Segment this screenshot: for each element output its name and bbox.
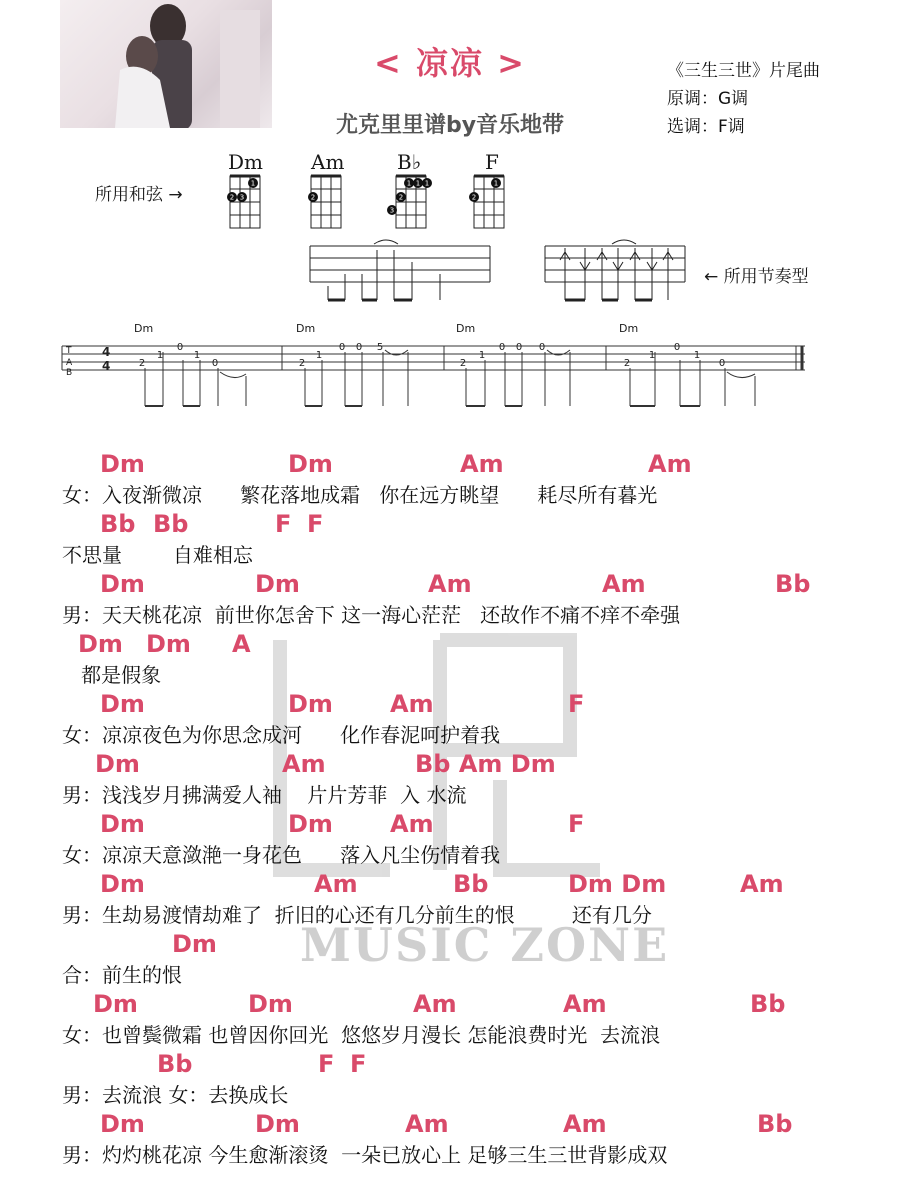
chord-symbol: Bb: [100, 510, 136, 538]
chord-symbol: Am: [390, 690, 434, 718]
chord-symbol: Dm: [255, 1110, 300, 1138]
chord-diagrams: [0, 0, 900, 240]
chord-name-dm: Dm: [228, 150, 263, 174]
svg-text:3: 3: [389, 206, 395, 215]
chords-used-label: 所用和弦 →: [95, 185, 183, 205]
chord-row: [0, 570, 900, 600]
chord-symbol: F: [275, 510, 292, 538]
chord-symbol: Dm: [146, 630, 191, 658]
chord-name-bb: B♭: [397, 150, 422, 174]
chord-symbol: Dm: [172, 930, 217, 958]
song-title: < 凉凉 >: [374, 44, 526, 82]
svg-text:0: 0: [538, 342, 546, 353]
chord-symbol: Dm: [93, 990, 138, 1018]
chord-symbol: Bb: [757, 1110, 793, 1138]
chord-symbol: Dm: [100, 450, 145, 478]
svg-text:2: 2: [623, 358, 631, 369]
svg-text:2: 2: [298, 358, 306, 369]
chord-symbol: F: [568, 810, 585, 838]
svg-text:1: 1: [156, 350, 164, 361]
chord-symbol: Am: [314, 870, 358, 898]
svg-text:0: 0: [498, 342, 506, 353]
lyric-line: 男：去流浪 女：去换成长: [62, 1083, 289, 1107]
chord-symbol: Dm: [255, 570, 300, 598]
lyric-line: 男：灼灼桃花凉 今生愈渐滚烫 一朵已放心上 足够三生三世背影成双: [62, 1143, 668, 1167]
chord-symbol: Dm: [78, 630, 123, 658]
time-sig-bottom: 4: [102, 359, 111, 373]
lyric-line: 女：入夜渐微凉 繁花落地成霜 你在远方眺望 耗尽所有暮光: [62, 483, 658, 507]
chord-symbol: Am: [282, 750, 326, 778]
chord-row: [0, 870, 900, 900]
song-source: 《三生三世》片尾曲: [667, 61, 820, 81]
chord-symbol: Bb: [775, 570, 811, 598]
chord-symbol: F: [568, 690, 585, 718]
svg-text:0: 0: [355, 342, 363, 353]
tab-a: A: [66, 358, 73, 368]
svg-text:0: 0: [176, 342, 184, 353]
lyric-line: 男：天天桃花凉 前世你怎舍下 这一海心茫茫 还故作不痛不痒不牵强: [62, 603, 681, 627]
svg-text:2: 2: [138, 358, 146, 369]
chord-row: [0, 630, 900, 660]
svg-text:1: 1: [424, 179, 430, 188]
svg-text:1: 1: [493, 179, 499, 188]
chord-symbol: F: [350, 1050, 367, 1078]
chord-row: [0, 1110, 900, 1140]
lyric-line: 女：凉凉夜色为你思念成河 化作春泥呵护着我: [62, 723, 501, 747]
svg-text:0: 0: [718, 358, 726, 369]
chord-row: [0, 930, 900, 960]
chord-symbol: Dm: [100, 570, 145, 598]
svg-text:0: 0: [673, 342, 681, 353]
chord-symbol: Bb: [750, 990, 786, 1018]
chord-symbol: Am: [602, 570, 646, 598]
chord-symbol: Dm: [248, 990, 293, 1018]
svg-text:0: 0: [211, 358, 219, 369]
lyric-line: 不思量 自难相忘: [62, 543, 253, 567]
chord-symbol: Dm: [100, 690, 145, 718]
svg-text:2: 2: [471, 193, 477, 202]
tab-b: B: [66, 368, 73, 378]
svg-text:0: 0: [338, 342, 346, 353]
chord-symbol: Am: [648, 450, 692, 478]
chord-symbol: Am: [428, 570, 472, 598]
chord-row: [0, 1050, 900, 1080]
chord-symbol: Dm: [95, 750, 140, 778]
chord-row: [0, 450, 900, 480]
chord-symbol: Bb: [153, 510, 189, 538]
chord-symbol: Am: [413, 990, 457, 1018]
svg-text:3: 3: [239, 193, 245, 202]
tab-staff: [0, 338, 900, 418]
chord-symbol: Dm: [288, 690, 333, 718]
tab-chord-1: Dm: [134, 322, 154, 335]
rhythm-label: ← 所用节奏型: [704, 267, 809, 287]
chord-symbol: Dm: [288, 810, 333, 838]
chord-name-am: Am: [311, 150, 345, 174]
time-sig-top: 4: [102, 345, 111, 359]
chord-symbol: Am: [563, 1110, 607, 1138]
arranger-credit: 尤克里里谱by音乐地带: [335, 113, 565, 138]
lyric-line: 男：生劫易渡情劫难了 折旧的心还有几分前生的恨 还有几分: [62, 903, 652, 927]
chord-symbol: Am: [563, 990, 607, 1018]
tab-chord-4: Dm: [619, 322, 639, 335]
selected-key: 选调：F调: [667, 117, 745, 137]
tab-t: T: [66, 346, 72, 356]
svg-text:2: 2: [229, 193, 235, 202]
original-key: 原调：G调: [667, 89, 749, 109]
tab-chord-3: Dm: [456, 322, 476, 335]
svg-text:1: 1: [478, 350, 486, 361]
chord-row: [0, 810, 900, 840]
chord-symbol: Dm: [100, 810, 145, 838]
svg-text:1: 1: [406, 179, 412, 188]
svg-text:2: 2: [398, 193, 404, 202]
svg-text:1: 1: [648, 350, 656, 361]
svg-text:1: 1: [193, 350, 201, 361]
lyric-line: 男：浅浅岁月拂满爱人袖 片片芳菲 入 水流: [62, 783, 467, 807]
chord-row: [0, 990, 900, 1020]
chord-row: [0, 750, 900, 780]
chord-symbol: Bb Am Dm: [415, 750, 556, 778]
watermark-text: MUSIC ZONE: [300, 918, 670, 972]
chord-symbol: Dm Dm: [568, 870, 667, 898]
lyric-line: 女：也曾鬓微霜 也曾因你回光 悠悠岁月漫长 怎能浪费时光 去流浪: [62, 1023, 661, 1047]
chord-symbol: Am: [405, 1110, 449, 1138]
svg-text:1: 1: [693, 350, 701, 361]
svg-text:2: 2: [310, 193, 316, 202]
chord-symbol: Dm: [100, 870, 145, 898]
svg-text:1: 1: [415, 179, 421, 188]
chord-symbol: Am: [740, 870, 784, 898]
lyric-line: 都是假象: [62, 663, 162, 687]
chord-symbol: Bb: [157, 1050, 193, 1078]
chord-symbol: A: [232, 630, 251, 658]
chord-symbol: Am: [390, 810, 434, 838]
chord-symbol: Bb: [453, 870, 489, 898]
chord-symbol: Dm: [288, 450, 333, 478]
svg-text:1: 1: [250, 179, 256, 188]
svg-text:2: 2: [459, 358, 467, 369]
svg-text:0: 0: [515, 342, 523, 353]
chord-name-f: F: [485, 150, 499, 174]
chord-symbol: Am: [460, 450, 504, 478]
lyric-line: 合：前生的恨: [62, 963, 182, 987]
svg-text:1: 1: [315, 350, 323, 361]
chord-row: [0, 510, 900, 540]
chord-symbol: F: [318, 1050, 335, 1078]
chord-row: [0, 690, 900, 720]
chord-symbol: Dm: [100, 1110, 145, 1138]
tab-chord-2: Dm: [296, 322, 316, 335]
chord-symbol: F: [307, 510, 324, 538]
svg-text:5: 5: [376, 342, 384, 353]
lyric-line: 女：凉凉天意潋滟一身花色 落入凡尘伤情着我: [62, 843, 501, 867]
